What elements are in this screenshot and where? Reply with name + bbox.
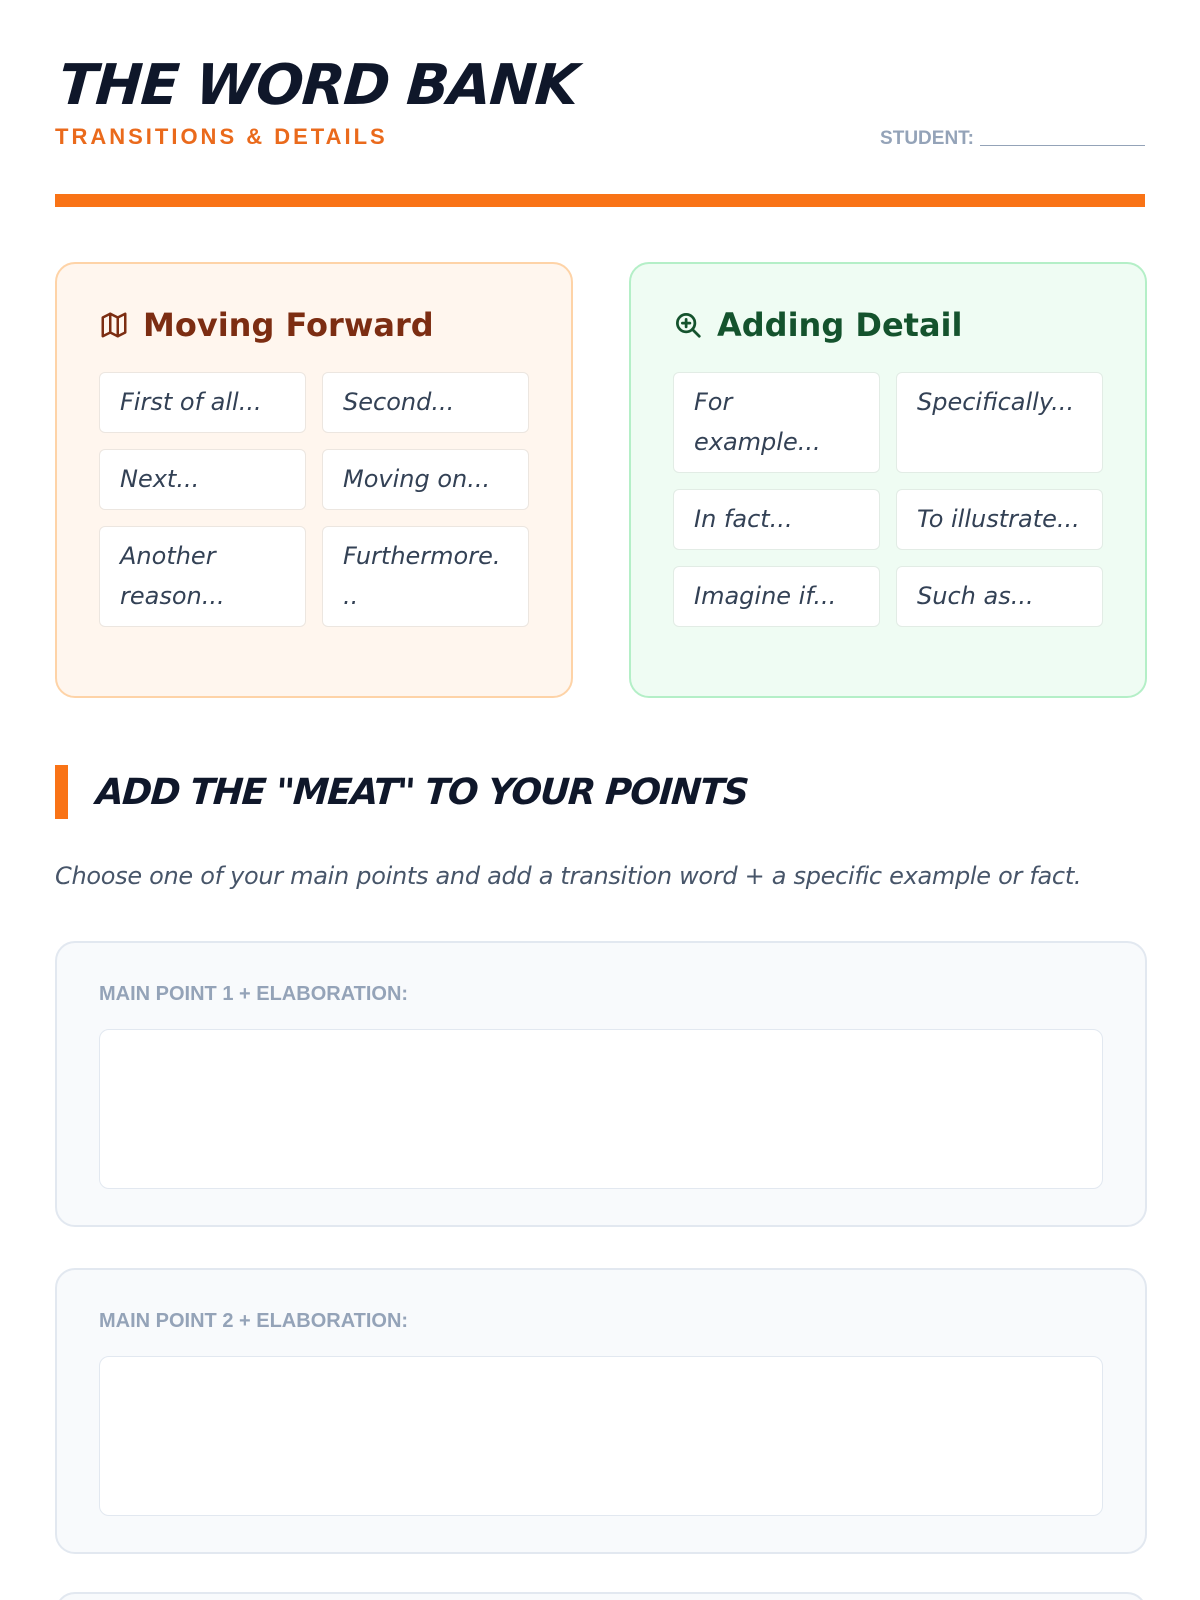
main-point-1-answer[interactable] — [99, 1029, 1103, 1189]
word-chip: Furthermore... — [322, 526, 529, 627]
main-point-1-box — [55, 941, 1147, 1227]
main-point-3-box — [55, 1592, 1147, 1600]
header — [55, 0, 1145, 211]
word-chip: To illustrate... — [896, 489, 1103, 550]
word-bank — [55, 262, 1147, 698]
word-chip: In fact... — [673, 489, 880, 550]
main-point-1-label: MAIN POINT 1 + ELABORATION: — [99, 983, 409, 1005]
word-chip: For example... — [673, 372, 880, 473]
moving-forward-words — [99, 372, 529, 627]
word-chip: Moving on... — [322, 449, 529, 510]
adding-detail-card — [629, 262, 1147, 698]
word-chip: Next... — [99, 449, 306, 510]
student-label: STUDENT: — [880, 128, 974, 149]
moving-forward-header — [99, 306, 529, 344]
adding-detail-words — [673, 372, 1103, 627]
header-divider — [55, 194, 1145, 207]
page-title: THE WORD BANK — [56, 53, 580, 118]
adding-detail-header — [673, 306, 1103, 344]
word-chip: Specifically... — [896, 372, 1103, 473]
page-subtitle: TRANSITIONS & DETAILS — [55, 124, 388, 149]
word-chip: Another reason... — [99, 526, 306, 627]
section-header — [55, 765, 747, 819]
word-chip: First of all... — [99, 372, 306, 433]
map-icon — [99, 310, 129, 340]
main-point-2-box — [55, 1268, 1147, 1554]
student-field[interactable] — [880, 128, 1145, 150]
word-chip: Imagine if... — [673, 566, 880, 627]
moving-forward-title: Moving Forward — [143, 306, 434, 344]
moving-forward-card — [55, 262, 573, 698]
instructions: Choose one of your main points and add a transition word + a specific example or fact. — [55, 862, 1082, 890]
student-name-line[interactable] — [980, 145, 1145, 146]
main-point-2-answer[interactable] — [99, 1356, 1103, 1516]
section-title: ADD THE "MEAT" TO YOUR POINTS — [94, 771, 749, 813]
section-accent-bar — [55, 765, 68, 819]
word-chip: Second... — [322, 372, 529, 433]
adding-detail-title: Adding Detail — [717, 306, 963, 344]
word-chip: Such as... — [896, 566, 1103, 627]
zoom-in-icon — [673, 310, 703, 340]
main-point-2-label: MAIN POINT 2 + ELABORATION: — [99, 1310, 409, 1332]
